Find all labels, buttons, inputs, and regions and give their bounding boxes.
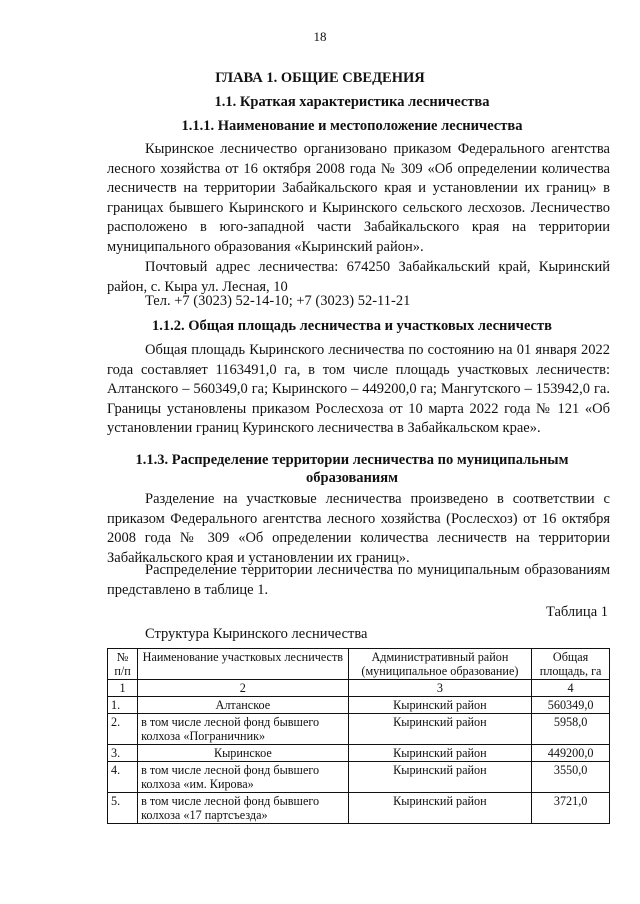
table-row	[108, 714, 610, 745]
table-row	[108, 697, 610, 714]
row-district: Кыринский район	[348, 762, 532, 793]
index-cell: 1	[108, 680, 138, 697]
row-num: 1.	[108, 697, 138, 714]
row-num: 5.	[108, 793, 138, 824]
chapter-title: ГЛАВА 1. ОБЩИЕ СВЕДЕНИЯ	[215, 70, 425, 86]
row-district: Кыринский район	[348, 745, 532, 762]
page-number: 18	[313, 29, 327, 44]
table-label: Таблица 1	[545, 604, 608, 620]
paragraph-postal-address: Почтовый адрес лесничества: 674250 Забайкальский край, Кыринский район, с. Кыра ул. Лесная, 10	[107, 259, 610, 295]
row-area: 3721,0	[532, 793, 610, 824]
table-row	[108, 793, 610, 824]
section-heading-1-1-2: 1.1.2. Общая площадь лесничества и участковых лесничеств	[152, 318, 552, 334]
section-heading-1-1: 1.1. Краткая характеристика лесничества	[214, 94, 490, 110]
row-area: 560349,0	[532, 697, 610, 714]
row-district: Кыринский район	[348, 714, 532, 745]
row-area: 449200,0	[532, 745, 610, 762]
table-row	[108, 745, 610, 762]
table-header-row	[108, 649, 610, 680]
row-num: 2.	[108, 714, 138, 745]
table-title: Структура Кыринского лесничества	[145, 626, 368, 642]
row-name: в том числе лесной фонд бывшего колхоза «им. Кирова»	[138, 762, 349, 793]
paragraph-phone: Тел. +7 (3023) 52-14-10; +7 (3023) 52-11-21	[145, 293, 411, 309]
row-district: Кыринский район	[348, 697, 532, 714]
paragraph-total-area: Общая площадь Кыринского лесничества по состоянию на 01 января 2022 года составляет 1163491,0 га, в том числе площадь участковых лесничеств: Алтанского – 560349,0 га; Кыринского – 449200,0 га; Мангутского – 153942,0 га. Границы установлены приказом Рослесхоза от 10 марта 2022 года № 121 «Об установлении границ Куринского лесничества в Забайкальском крае».	[107, 342, 610, 437]
table-index-row	[108, 680, 610, 697]
header-num: № п/п	[108, 649, 138, 680]
row-name: Алтанское	[138, 697, 349, 714]
index-cell: 4	[532, 680, 610, 697]
paragraph-forestry-organization: Кыринское лесничество организовано приказом Федерального агентства лесного хозяйства от 16 октября 2008 года № 309 «Об определении количества лесничеств на территории Забайкальского края и установлении их границ» в границах бывшего Кыринского и Кыринского сельского лесхозов. Лесничество расположено в юго-западной части Забайкальского края на территории муниципального образования «Кыринский район».	[107, 141, 610, 255]
row-district: Кыринский район	[348, 793, 532, 824]
row-name: в том числе лесной фонд бывшего колхоза «17 партсъезда»	[138, 793, 349, 824]
section-heading-1-1-3: 1.1.3. Распределение территории лесничества по муниципальным образованиям	[135, 452, 569, 486]
row-area: 3550,0	[532, 762, 610, 793]
header-area: Общая площадь, га	[532, 649, 610, 680]
paragraph-division: Разделение на участковые лесничества произведено в соответствии с приказом Федерального агентства лесного хозяйства (Рослесхоз) от 16 октября 2008 года № 309 «Об определении количества лесничеств на территории Забайкальского края и установлении их границ».	[107, 491, 610, 566]
section-heading-1-1-1: 1.1.1. Наименование и местоположение лесничества	[181, 118, 523, 134]
row-name: Кыринское	[138, 745, 349, 762]
index-cell: 2	[138, 680, 349, 697]
row-name: в том числе лесной фонд бывшего колхоза «Пограничник»	[138, 714, 349, 745]
header-district: Административный район (муниципальное образование)	[348, 649, 532, 680]
row-num: 3.	[108, 745, 138, 762]
paragraph-distribution: Распределение территории лесничества по муниципальным образованиям представлено в таблице 1.	[107, 562, 610, 598]
row-area: 5958,0	[532, 714, 610, 745]
index-cell: 3	[348, 680, 532, 697]
forestry-structure-table	[107, 648, 610, 824]
header-name: Наименование участковых лесничеств	[138, 649, 349, 680]
table-row	[108, 762, 610, 793]
row-num: 4.	[108, 762, 138, 793]
